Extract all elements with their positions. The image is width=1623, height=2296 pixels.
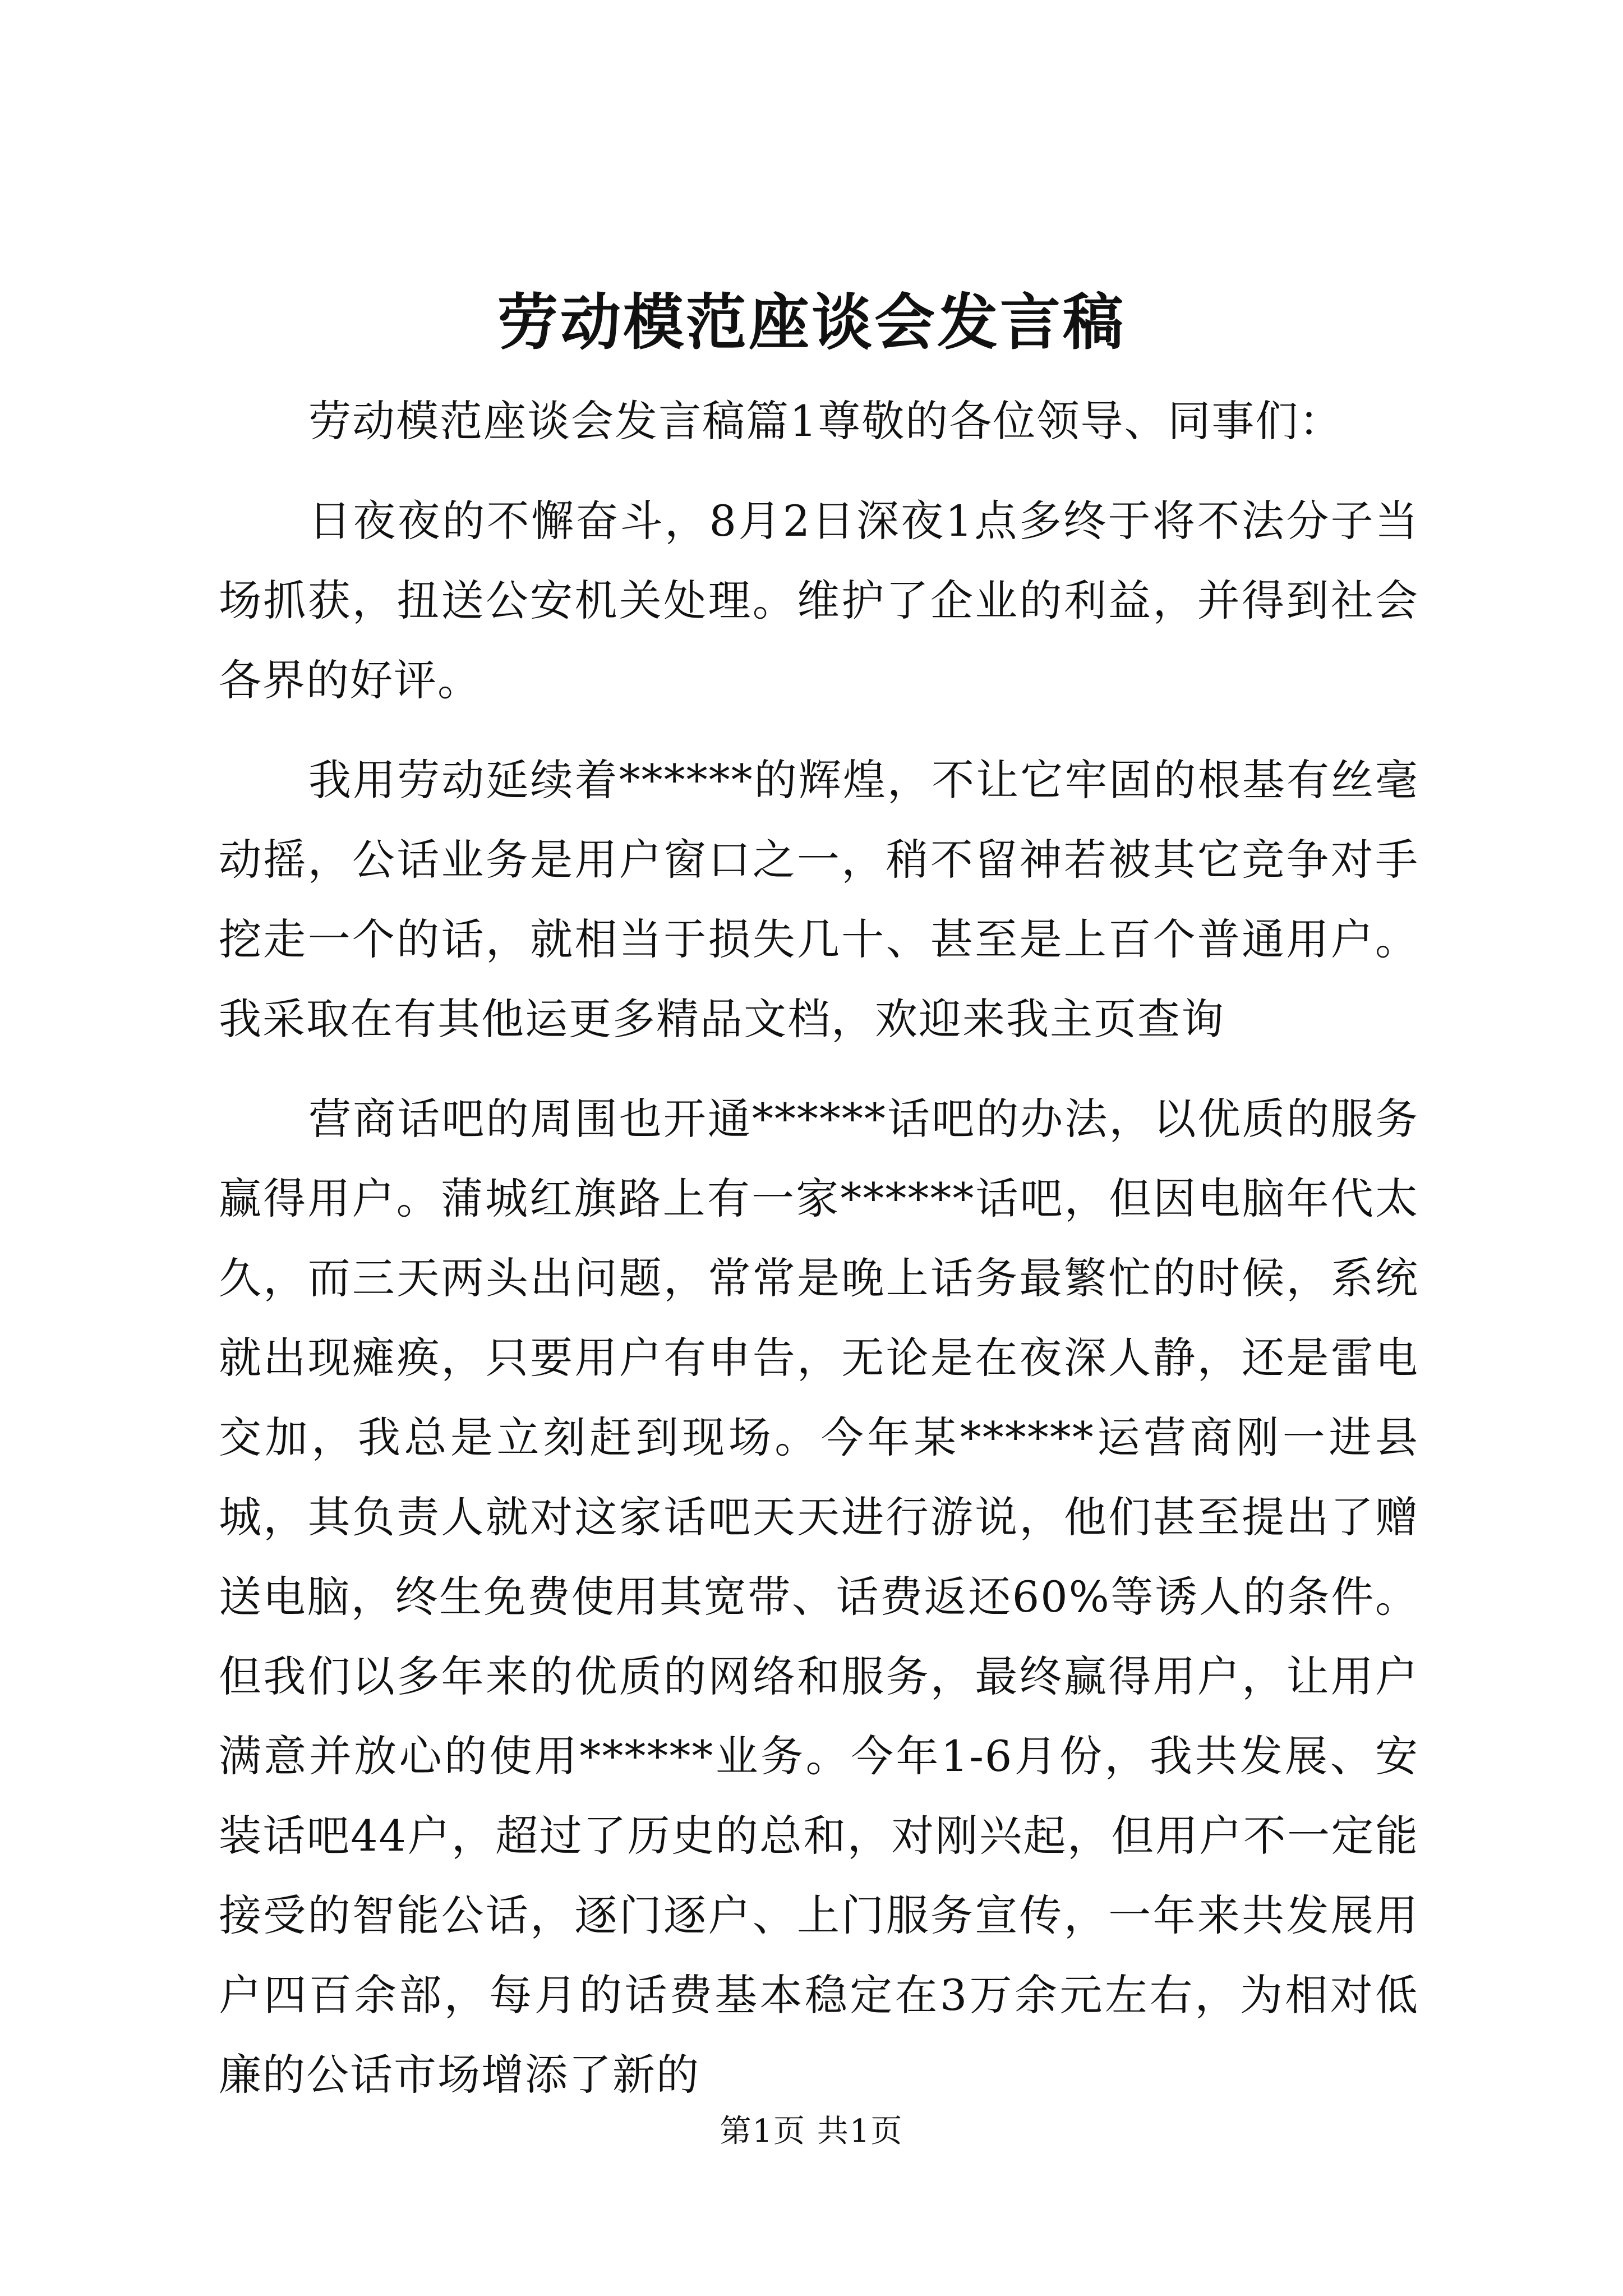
paragraph-1: 劳动模范座谈会发言稿篇1尊敬的各位领导、同事们：	[308, 396, 1343, 446]
paragraph-2: 日夜夜的不懈奋斗，8月2日深夜1点多终于将不法分子当场抓获，扭送公安机关处理。维护了企业的利益，并得到社会各界的好评。	[219, 496, 1419, 705]
paragraph-4: 营商话吧的周围也开通******话吧的办法，以优质的服务赢得用户。蒲城红旗路上有一家******话吧，但因电脑年代太久，而三天两头出问题，常常是晚上话务最繁忙的时候，系统就出现瘫痪，只要用户有申告，无论是在夜深人静，还是雷电交加，我总是立刻赶到现场。今年某******运营商刚一进县城，其负责人就对这家话吧天天进行游说，他们甚至提出了赠送电脑，终生免费使用其宽带、话费返还60%等诱人的条件。但我们以多年来的优质的网络和服务，最终赢得用户，让用户满意并放心的使用******业务。今年1-6月份，我共发展、安装话吧44户，超过了历史的总和，对刚兴起，但用户不一定能接受的智能公话，逐门逐户、上门服务宣传，一年来共发展用户四百余部，每月的话费基本稳定在3万余元左右，为相对低廉的公话市场增添了新的	[219, 1094, 1419, 2100]
page-footer: 第1页 共1页	[720, 2113, 903, 2150]
paragraph-3: 我用劳动延续着******的辉煌，不让它牢固的根基有丝毫动摇，公话业务是用户窗口之一，稍不留神若被其它竞争对手挖走一个的话，就相当于损失几十、甚至是上百个普通用户。我采取在有其他运更多精品文档，欢迎来我主页查询	[219, 755, 1419, 1044]
document-title: 劳动模范座谈会发言稿	[497, 287, 1126, 358]
document-body	[219, 381, 1419, 2115]
